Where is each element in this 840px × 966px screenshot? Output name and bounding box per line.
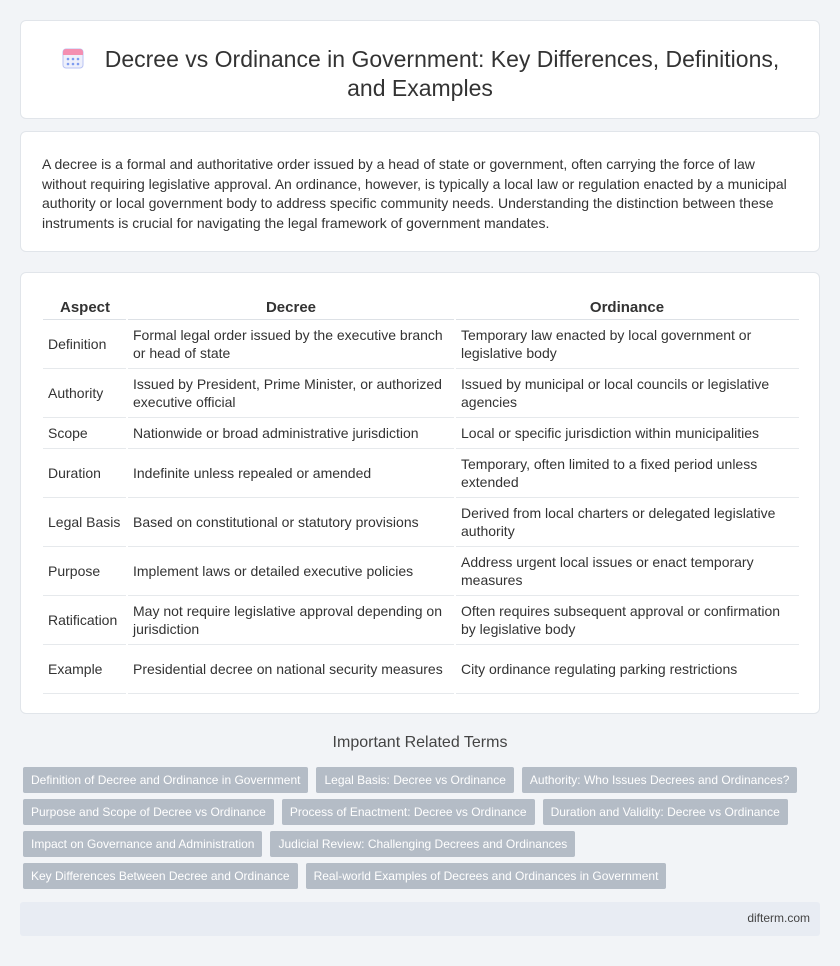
cell-aspect: Legal Basis [43,497,127,546]
cell-aspect: Duration [43,448,127,497]
cell-ordinance: Temporary law enacted by local government or legislative body [455,319,799,368]
related-tag[interactable]: Impact on Governance and Administration [23,831,262,857]
cell-decree: May not require legislative approval depending on jurisdiction [127,595,455,644]
table-row [43,368,799,417]
cell-aspect: Ratification [43,595,127,644]
related-tag[interactable]: Legal Basis: Decree vs Ordinance [316,767,513,793]
intro-card [20,131,820,252]
table-row [43,417,799,448]
cell-decree: Formal legal order issued by the executive branch or head of state [127,319,455,368]
related-tag[interactable]: Process of Enactment: Decree vs Ordinance [282,799,535,825]
tag-row [23,799,813,825]
related-tag[interactable]: Definition of Decree and Ordinance in Government [23,767,308,793]
header-decree: Decree [127,295,455,319]
tag-row [23,831,813,857]
cell-decree: Implement laws or detailed executive policies [127,546,455,595]
table-header-row [43,295,799,319]
cell-aspect: Example [43,644,127,693]
cell-ordinance: Often requires subsequent approval or confirmation by legislative body [455,595,799,644]
table-row [43,546,799,595]
intro-paragraph: A decree is a formal and authoritative order issued by a head of state or government, often carrying the force of law without requiring legislative approval. An ordinance, however, is typically a local law or regulation enacted by a municipal authority or local government body to address specific community needs. Understanding the distinction between these instruments is crucial for navigating the legal framework of government mandates. [42,156,787,231]
comparison-table [43,295,799,694]
cell-ordinance: City ordinance regulating parking restrictions [455,644,799,693]
cell-ordinance: Temporary, often limited to a fixed period unless extended [455,448,799,497]
table-row [43,644,799,693]
title-card [20,20,820,119]
related-tag[interactable]: Duration and Validity: Decree vs Ordinance [543,799,788,825]
page-title-wrap [21,45,819,103]
related-terms-heading: Important Related Terms [332,734,508,751]
cell-aspect: Scope [43,417,127,448]
related-tag[interactable]: Judicial Review: Challenging Decrees and Ordinances [270,831,575,857]
related-tag[interactable]: Key Differences Between Decree and Ordinance [23,863,298,889]
page-title: Decree vs Ordinance in Government: Key Differences, Definitions, and Examples [104,46,780,101]
tag-row [23,767,813,793]
related-tags [23,767,813,895]
cell-ordinance: Issued by municipal or local councils or legislative agencies [455,368,799,417]
related-tag[interactable]: Authority: Who Issues Decrees and Ordinances? [522,767,797,793]
calendar-icon [61,46,85,70]
table-row [43,319,799,368]
comparison-table-card [20,272,820,714]
cell-ordinance: Local or specific jurisdiction within municipalities [455,417,799,448]
cell-decree: Based on constitutional or statutory provisions [127,497,455,546]
table-row [43,595,799,644]
cell-decree: Issued by President, Prime Minister, or authorized executive official [127,368,455,417]
footer-bar [20,902,820,936]
related-tag[interactable]: Purpose and Scope of Decree vs Ordinance [23,799,274,825]
cell-aspect: Definition [43,319,127,368]
related-tag[interactable]: Real-world Examples of Decrees and Ordinances in Government [306,863,667,889]
cell-ordinance: Derived from local charters or delegated legislative authority [455,497,799,546]
cell-decree: Presidential decree on national security measures [127,644,455,693]
cell-decree: Nationwide or broad administrative jurisdiction [127,417,455,448]
cell-decree: Indefinite unless repealed or amended [127,448,455,497]
table-row [43,497,799,546]
footer-site-link[interactable]: difterm.com [747,911,810,925]
cell-ordinance: Address urgent local issues or enact temporary measures [455,546,799,595]
cell-aspect: Purpose [43,546,127,595]
header-ordinance: Ordinance [455,295,799,319]
table-row [43,448,799,497]
tag-row [23,863,813,889]
cell-aspect: Authority [43,368,127,417]
header-aspect: Aspect [43,295,127,319]
